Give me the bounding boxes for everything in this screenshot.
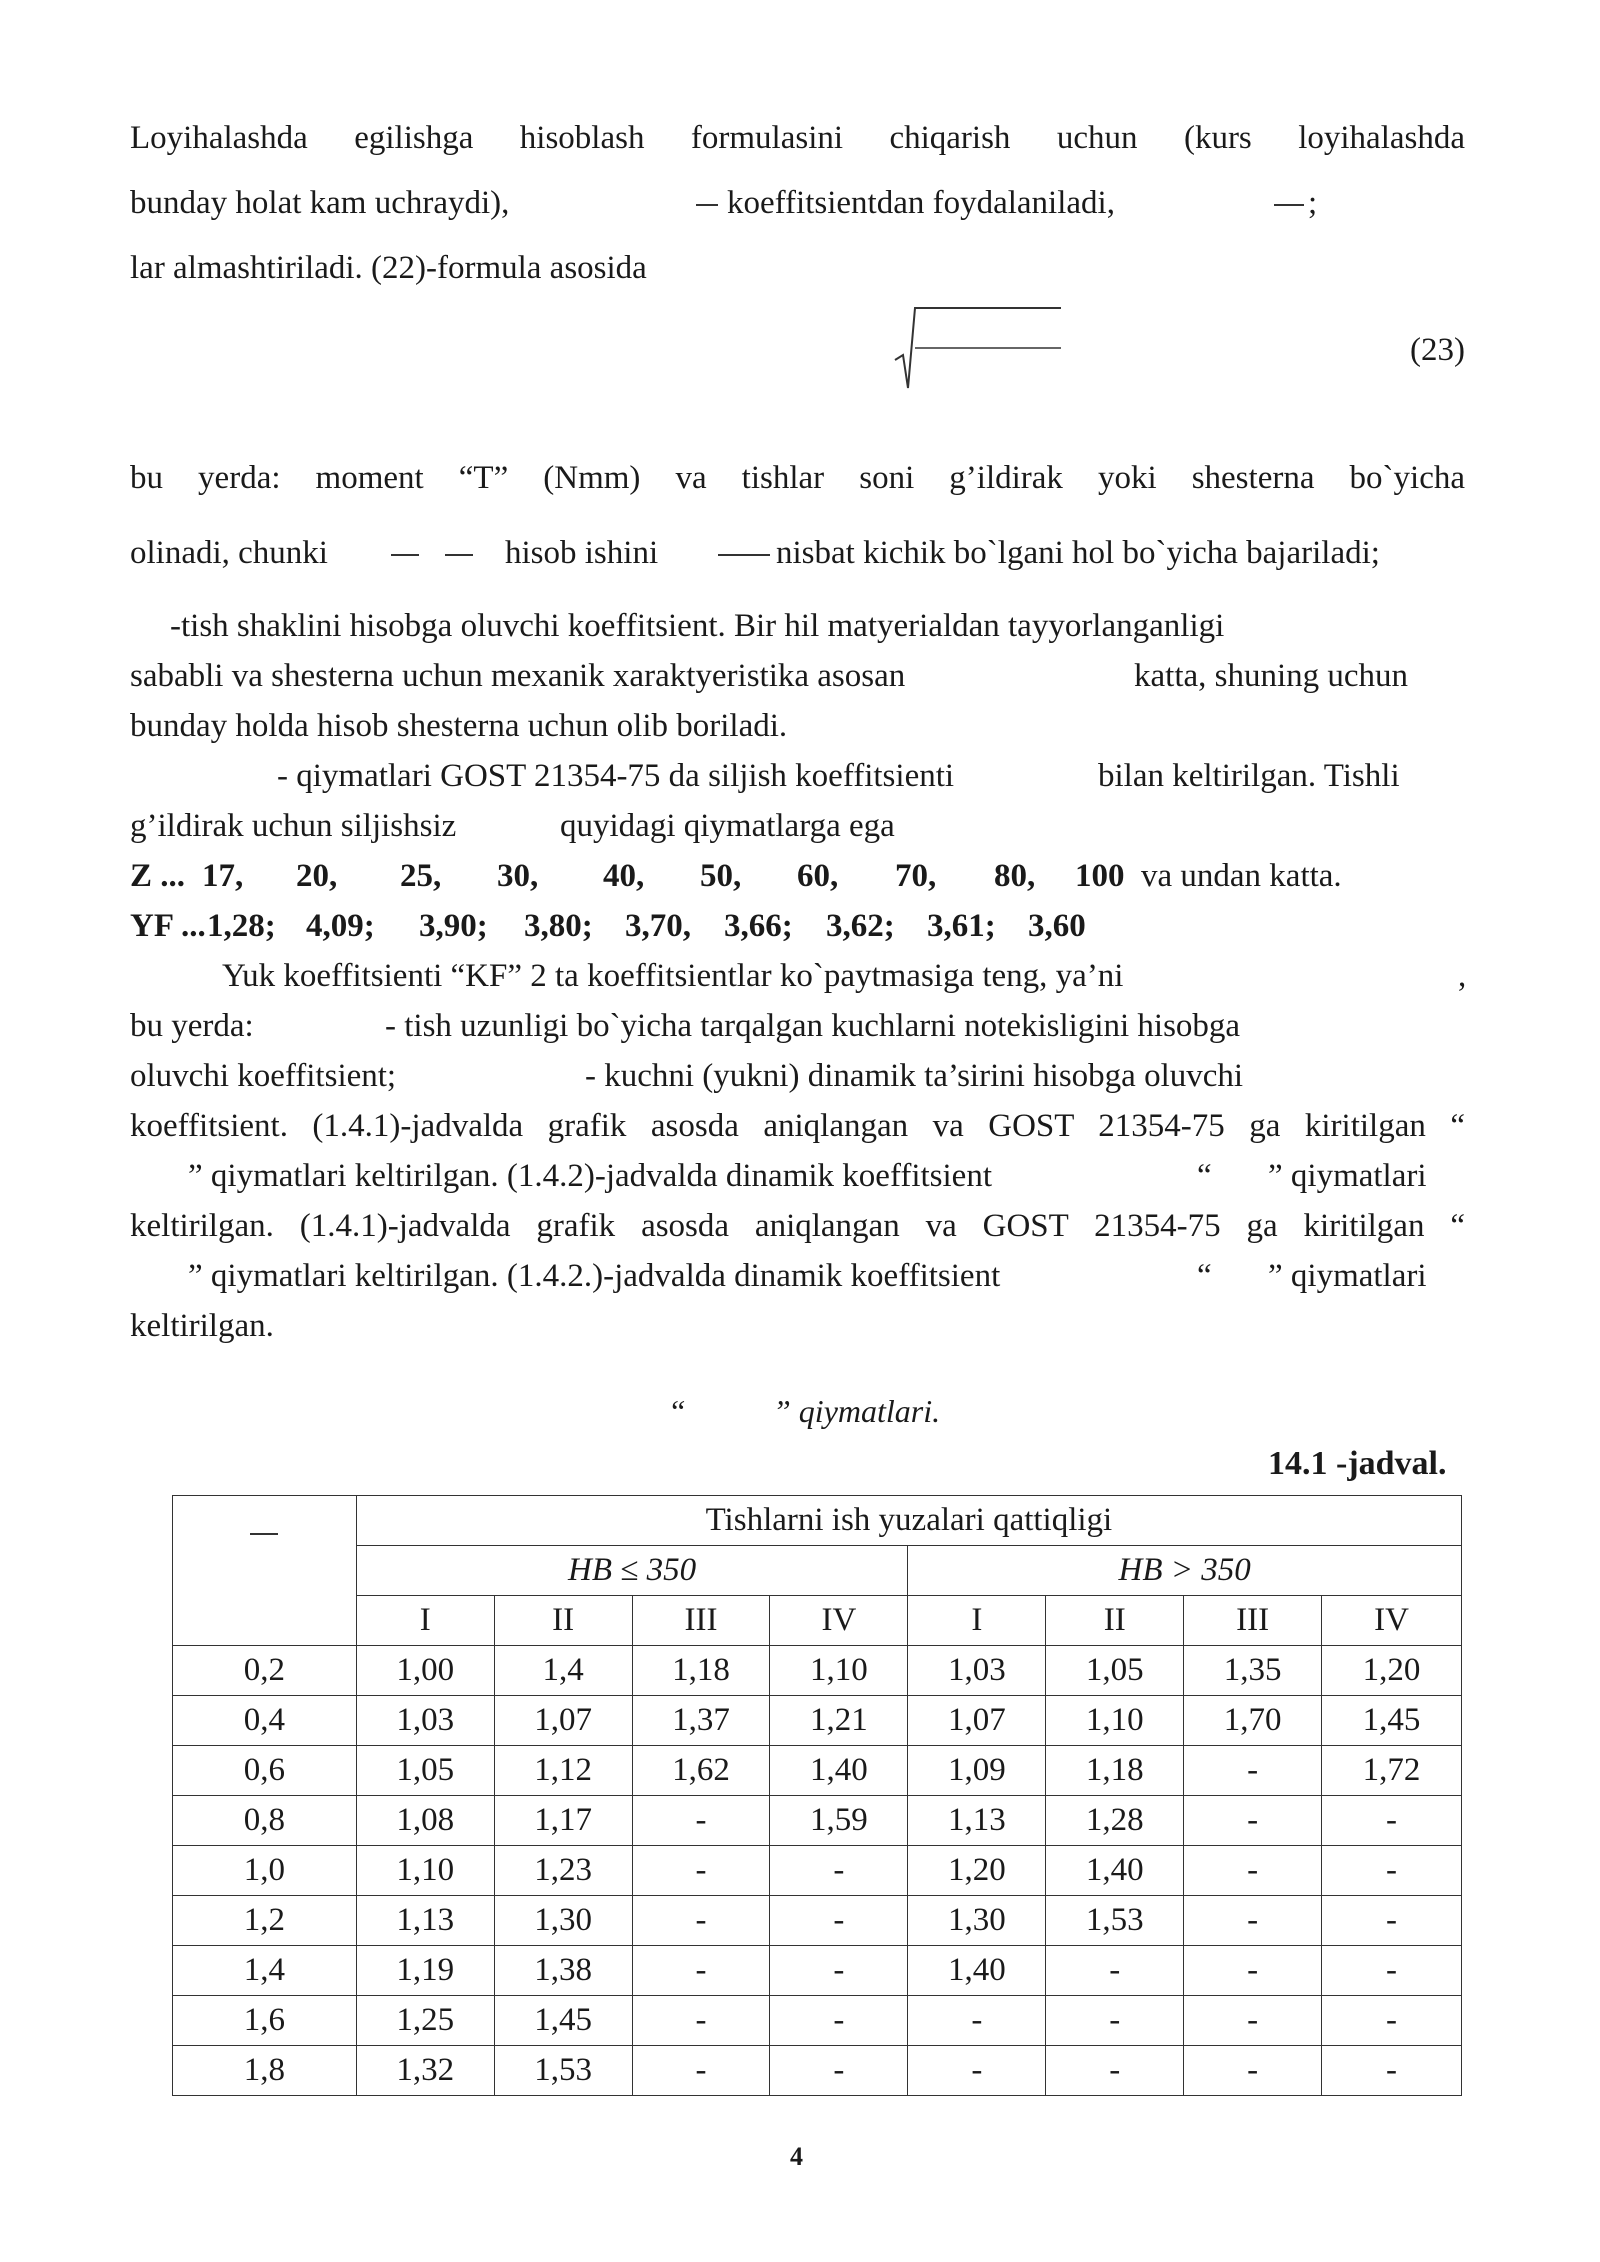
- paragraph-5-line-5b: “: [1197, 1158, 1212, 1194]
- yf-value-6: 3,66;: [724, 908, 793, 944]
- table-cell: -: [1184, 1796, 1322, 1846]
- table-cell: -: [770, 1996, 908, 2046]
- table-cell: -: [1046, 1996, 1184, 2046]
- row-header-cell: 0,2: [173, 1646, 357, 1696]
- table-cell: -: [1322, 2046, 1462, 2096]
- table-cell: 1,4: [494, 1646, 632, 1696]
- yf-value-8: 3,61;: [927, 908, 996, 944]
- table-row: [173, 1696, 1462, 1746]
- table-cell: 1,20: [1322, 1646, 1462, 1696]
- z-tail: va undan katta.: [1141, 858, 1342, 894]
- paragraph-5-line-1: Yuk koeffitsienti “KF” 2 ta koeffitsientlar ko`paytmasiga teng, ya’ni: [222, 958, 1124, 994]
- table-cell: 1,53: [494, 2046, 632, 2096]
- table-cell: 1,38: [494, 1946, 632, 1996]
- paragraph-5-line-4: koeffitsient. (1.4.1)-jadvalda grafik asosda aniqlangan va GOST 21354-75 ga kiritilgan “: [130, 1108, 1465, 1144]
- table-row: [173, 1746, 1462, 1796]
- z-value-4: 30,: [497, 858, 539, 894]
- subcol-header: IV: [1322, 1596, 1462, 1646]
- paragraph-2-line-1: bu yerda: moment “T” (Nmm) va tishlar soni g’ildirak yoki shesterna bo`yicha: [130, 460, 1465, 496]
- row-header-cell: 1,6: [173, 1996, 357, 2046]
- table-cell: 1,12: [494, 1746, 632, 1796]
- table-cell: 1,08: [356, 1796, 494, 1846]
- row-header-cell: 1,0: [173, 1846, 357, 1896]
- yf-value-7: 3,62;: [826, 908, 895, 944]
- table-cell: 1,13: [908, 1796, 1046, 1846]
- table-cell: 1,72: [1322, 1746, 1462, 1796]
- table-cell: 1,30: [908, 1896, 1046, 1946]
- table-cell: 1,70: [1184, 1696, 1322, 1746]
- paragraph-5-line-6: keltirilgan. (1.4.1)-jadvalda grafik asosda aniqlangan va GOST 21354-75 ga kiritilgan “: [130, 1208, 1465, 1244]
- subcol-header: IV: [770, 1596, 908, 1646]
- paragraph-2-line-2b: hisob ishini: [505, 535, 659, 571]
- data-table: [172, 1495, 1462, 2096]
- table-cell: -: [1184, 1846, 1322, 1896]
- table-cell: 1,10: [356, 1846, 494, 1896]
- table-row: [173, 1796, 1462, 1846]
- table-cell: 1,09: [908, 1746, 1046, 1796]
- table-cell: -: [632, 1896, 770, 1946]
- table-cell: 1,32: [356, 2046, 494, 2096]
- table-cell: -: [1322, 1796, 1462, 1846]
- table-cell: -: [632, 1996, 770, 2046]
- paragraph-1-line-1: Loyihalashda egilishga hisoblash formulasini chiqarish uchun (kurs loyihalashda: [130, 120, 1465, 156]
- table-cell: 1,03: [908, 1646, 1046, 1696]
- table-row: [173, 1896, 1462, 1946]
- table-cell: -: [1322, 1946, 1462, 1996]
- table-cell: 1,45: [494, 1996, 632, 2046]
- table-cell: -: [1322, 1996, 1462, 2046]
- row-header-cell: 0,8: [173, 1796, 357, 1846]
- table-header-row-1: [173, 1496, 1462, 1546]
- table-cell: 1,23: [494, 1846, 632, 1896]
- table-row: [173, 1646, 1462, 1696]
- table-cell: 1,17: [494, 1796, 632, 1846]
- table-cell: -: [908, 2046, 1046, 2096]
- header-hardness: Tishlarni ish yuzalari qattiqligi: [356, 1496, 1461, 1546]
- table-cell: -: [1184, 1996, 1322, 2046]
- subcol-header: I: [908, 1596, 1046, 1646]
- paragraph-5-line-7a: ” qiymatlari keltirilgan. (1.4.2.)-jadvalda dinamik koeffitsient: [188, 1258, 1001, 1294]
- yf-value-2: 4,09;: [306, 908, 375, 944]
- paragraph-5-line-2b: - tish uzunligi bo`yicha tarqalgan kuchlarni notekisligini hisobga: [385, 1008, 1241, 1044]
- z-value-9: 80,: [994, 858, 1036, 894]
- table-cell: 1,45: [1322, 1696, 1462, 1746]
- table-cell: 1,18: [632, 1646, 770, 1696]
- header-group-2: HB > 350: [908, 1546, 1462, 1596]
- table-cell: 1,40: [908, 1946, 1046, 1996]
- table-cell: -: [632, 2046, 770, 2096]
- subcol-header: III: [1184, 1596, 1322, 1646]
- paragraph-5-line-5c: ” qiymatlari: [1268, 1158, 1427, 1194]
- row-header-cell: 1,4: [173, 1946, 357, 1996]
- table-cell: 1,13: [356, 1896, 494, 1946]
- table-cell: -: [770, 1846, 908, 1896]
- z-label: Z ...: [130, 858, 186, 894]
- paragraph-4-line-1a: - qiymatlari GOST 21354-75 da siljish koeffitsienti: [277, 758, 955, 794]
- paragraph-4-line-1b: bilan keltirilgan. Tishli: [1098, 758, 1400, 794]
- paragraph-5-line-2a: bu yerda:: [130, 1008, 254, 1044]
- table-cell: 1,30: [494, 1896, 632, 1946]
- table-cell: 1,40: [770, 1746, 908, 1796]
- yf-value-4: 3,80;: [524, 908, 593, 944]
- table-cell: -: [632, 1946, 770, 1996]
- table-cell: 1,20: [908, 1846, 1046, 1896]
- yf-value-5: 3,70,: [625, 908, 691, 944]
- table-cell: 1,07: [908, 1696, 1046, 1746]
- paragraph-5-line-3b: - kuchni (yukni) dinamik ta’sirini hisobga oluvchi: [585, 1058, 1244, 1094]
- row-header-cell: 1,2: [173, 1896, 357, 1946]
- paragraph-5-line-1-end: ,: [1458, 958, 1467, 994]
- yf-label: YF ...: [130, 908, 206, 944]
- equation-number: (23): [1410, 332, 1465, 368]
- row-header-cell: 0,4: [173, 1696, 357, 1746]
- table-row: [173, 2046, 1462, 2096]
- table-cell: -: [1184, 1896, 1322, 1946]
- yf-value-9: 3,60: [1028, 908, 1086, 944]
- table-cell: -: [1184, 1746, 1322, 1796]
- table-cell: -: [770, 1946, 908, 1996]
- table-cell: 1,10: [1046, 1696, 1184, 1746]
- table-cell: 1,35: [1184, 1646, 1322, 1696]
- paragraph-2-line-2a: olinadi, chunki: [130, 535, 328, 571]
- page-number: 4: [790, 2142, 803, 2171]
- table-caption: ” qiymatlari.: [773, 1393, 941, 1429]
- table-cell: 1,10: [770, 1646, 908, 1696]
- table-row: [173, 1846, 1462, 1896]
- table-cell: -: [1046, 1946, 1184, 1996]
- table-cell: 1,53: [1046, 1896, 1184, 1946]
- table-cell: 1,40: [1046, 1846, 1184, 1896]
- table-cell: -: [770, 2046, 908, 2096]
- subcol-header: II: [494, 1596, 632, 1646]
- table-cell: 1,37: [632, 1696, 770, 1746]
- table-cell: -: [1322, 1896, 1462, 1946]
- table-cell: 1,25: [356, 1996, 494, 2046]
- table-header-row-2: [173, 1546, 1462, 1596]
- table-cell: 1,05: [1046, 1646, 1184, 1696]
- table-cell: -: [1046, 2046, 1184, 2096]
- z-value-2: 20,: [296, 858, 338, 894]
- subcol-header: III: [632, 1596, 770, 1646]
- fraction-placeholder-2: [1268, 183, 1310, 223]
- table-cell: -: [770, 1896, 908, 1946]
- table-body: [173, 1646, 1462, 2096]
- yf-value-1: 1,28;: [207, 908, 276, 944]
- radical-sign: [893, 300, 1063, 395]
- subcol-header: I: [356, 1596, 494, 1646]
- paragraph-1-line-2b: koeffitsientdan foydalaniladi,: [727, 185, 1115, 221]
- table-header-row-3: [173, 1596, 1462, 1646]
- table-row: [173, 1946, 1462, 1996]
- fraction-placeholder-3: [385, 533, 479, 573]
- z-value-1: 17,: [202, 858, 244, 894]
- table-cell: 1,18: [1046, 1746, 1184, 1796]
- table-cell: 1,03: [356, 1696, 494, 1746]
- paragraph-3-line-2a: sababli va shesterna uchun mexanik xaraktyeristika asosan: [130, 658, 906, 694]
- table-cell: 1,62: [632, 1746, 770, 1796]
- table-cell: 1,00: [356, 1646, 494, 1696]
- table-row: [173, 1996, 1462, 2046]
- fraction-placeholder-4: [712, 533, 776, 573]
- table-cell: 1,59: [770, 1796, 908, 1846]
- table-caption-open: “: [668, 1393, 686, 1429]
- table-cell: -: [1184, 2046, 1322, 2096]
- row-header-cell: 0,6: [173, 1746, 357, 1796]
- paragraph-1-line-2a: bunday holat kam uchraydi),: [130, 185, 510, 221]
- header-group-1: HB ≤ 350: [356, 1546, 908, 1596]
- paragraph-3-line-1: -tish shaklini hisobga oluvchi koeffitsient. Bir hil matyerialdan tayyorlanganligi: [170, 608, 1225, 644]
- z-value-7: 60,: [797, 858, 839, 894]
- table-cell: 1,28: [1046, 1796, 1184, 1846]
- paragraph-1-line-2c: ;: [1308, 185, 1318, 221]
- z-value-5: 40,: [603, 858, 645, 894]
- z-value-8: 70,: [895, 858, 937, 894]
- z-value-6: 50,: [700, 858, 742, 894]
- table-cell: 1,05: [356, 1746, 494, 1796]
- paragraph-3-line-3: bunday holda hisob shesterna uchun olib boriladi.: [130, 708, 788, 744]
- paragraph-1-line-3: lar almashtiriladi. (22)-formula asosida: [130, 250, 647, 286]
- subcol-header: II: [1046, 1596, 1184, 1646]
- table-number: 14.1 -jadval.: [1268, 1445, 1447, 1482]
- paragraph-4-line-2b: quyidagi qiymatlarga ega: [560, 808, 895, 844]
- z-value-3: 25,: [400, 858, 442, 894]
- table-cell: -: [632, 1796, 770, 1846]
- table-cell: 1,21: [770, 1696, 908, 1746]
- table-cell: -: [1322, 1846, 1462, 1896]
- paragraph-5-line-7b: “: [1197, 1258, 1212, 1294]
- yf-value-3: 3,90;: [419, 908, 488, 944]
- paragraph-5-line-8: keltirilgan.: [130, 1308, 274, 1344]
- corner-cell: [173, 1496, 357, 1646]
- table-cell: -: [1184, 1946, 1322, 1996]
- fraction-placeholder: [690, 183, 724, 223]
- paragraph-2-line-2c: nisbat kichik bo`lgani hol bo`yicha bajariladi;: [776, 535, 1380, 571]
- paragraph-4-line-2a: g’ildirak uchun siljishsiz: [130, 808, 457, 844]
- paragraph-3-line-2b: katta, shuning uchun: [1134, 658, 1409, 694]
- table-cell: -: [632, 1846, 770, 1896]
- table-cell: -: [908, 1996, 1046, 2046]
- z-value-10: 100: [1075, 858, 1125, 894]
- table-cell: 1,19: [356, 1946, 494, 1996]
- row-header-cell: 1,8: [173, 2046, 357, 2096]
- table-cell: 1,07: [494, 1696, 632, 1746]
- paragraph-5-line-5a: ” qiymatlari keltirilgan. (1.4.2)-jadvalda dinamik koeffitsient: [188, 1158, 992, 1194]
- paragraph-5-line-7c: ” qiymatlari: [1268, 1258, 1427, 1294]
- paragraph-5-line-3a: oluvchi koeffitsient;: [130, 1058, 397, 1094]
